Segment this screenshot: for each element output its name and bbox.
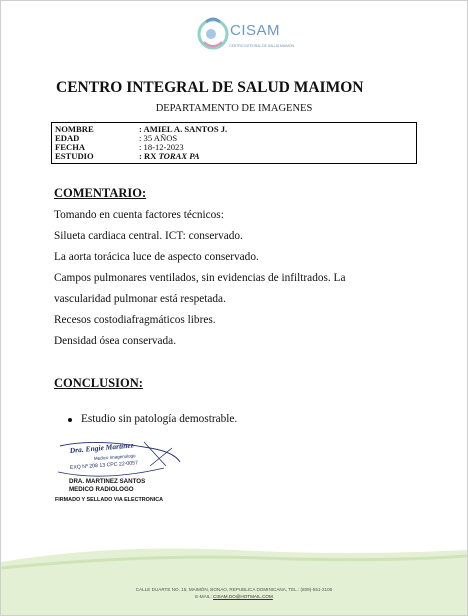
footer-email bbox=[0, 594, 468, 599]
cisam-logo-icon bbox=[196, 14, 230, 54]
department-title: DEPARTAMENTO DE IMAGENES bbox=[155, 103, 313, 114]
nombre-label: NOMBRE bbox=[55, 124, 94, 134]
stamp-title: Medico Imagenologo bbox=[93, 453, 136, 461]
signer-role: MEDICO RADIOLOGO bbox=[69, 486, 134, 493]
comment-line: vascularidad pulmonar está respetada. bbox=[54, 293, 226, 305]
stamp-exq: EXQ Nº 208 13 CPC 22-0057 bbox=[69, 460, 139, 471]
email-label: E-MAIL: bbox=[195, 594, 214, 599]
fecha-value: : 18-12-2023 bbox=[139, 142, 184, 152]
signature-note: FIRMADO Y SELLADO VIA ELECTRONICA bbox=[55, 497, 164, 503]
edad-label: EDAD bbox=[55, 133, 80, 143]
comment-line: Tomando en cuenta factores técnicos: bbox=[54, 209, 224, 221]
estudio-name: TORAX PA bbox=[158, 151, 200, 161]
email-link[interactable]: CISAM.DO@HOTMAIL.COM bbox=[213, 594, 273, 599]
comment-line: Campos pulmonares ventilados, sin evidencias de infiltrados. La bbox=[54, 272, 346, 284]
comment-line: Recesos costodiafragmáticos libres. bbox=[54, 314, 216, 326]
fecha-label: FECHA bbox=[55, 142, 86, 152]
logo-subtitle: CENTRO INTEGRAL DE SALUD MAIMON bbox=[229, 44, 294, 48]
signature-stamp bbox=[54, 436, 204, 484]
logo-name: CISAM bbox=[230, 22, 281, 39]
estudio-prefix: : RX bbox=[139, 151, 159, 161]
footer-address: CALLE DUARTE NO. 15, MAIMÓN, BONAO, REPUBLICA DOMINICANA, TEL.: (809)-551-2106 bbox=[135, 587, 333, 592]
comment-line: La aorta torácica luce de aspecto conservado. bbox=[54, 251, 259, 263]
estudio-label: ESTUDIO bbox=[55, 151, 94, 161]
comment-line: Silueta cardiaca central. ICT: conservado. bbox=[54, 230, 243, 242]
nombre-value: : AMIEL A. SANTOS J. bbox=[139, 124, 228, 134]
bullet-icon bbox=[68, 418, 72, 422]
estudio-value bbox=[139, 152, 200, 161]
signer-name: DRA. MARTINEZ SANTOS bbox=[69, 478, 146, 485]
stamp-name: Dra. Engie Martinez bbox=[69, 440, 134, 455]
conclusion-title: CONCLUSION: bbox=[54, 376, 143, 390]
footer-wave bbox=[1, 544, 467, 615]
cisam-logo bbox=[184, 14, 294, 58]
conclusion-item: Estudio sin patología demostrable. bbox=[81, 413, 238, 425]
comment-line: Densidad ósea conservada. bbox=[54, 335, 177, 347]
edad-value: : 35 AÑOS bbox=[139, 133, 178, 143]
patient-info-box bbox=[51, 122, 417, 164]
page-title: CENTRO INTEGRAL DE SALUD MAIMON bbox=[56, 79, 364, 96]
comentario-title: COMENTARIO: bbox=[54, 186, 147, 200]
